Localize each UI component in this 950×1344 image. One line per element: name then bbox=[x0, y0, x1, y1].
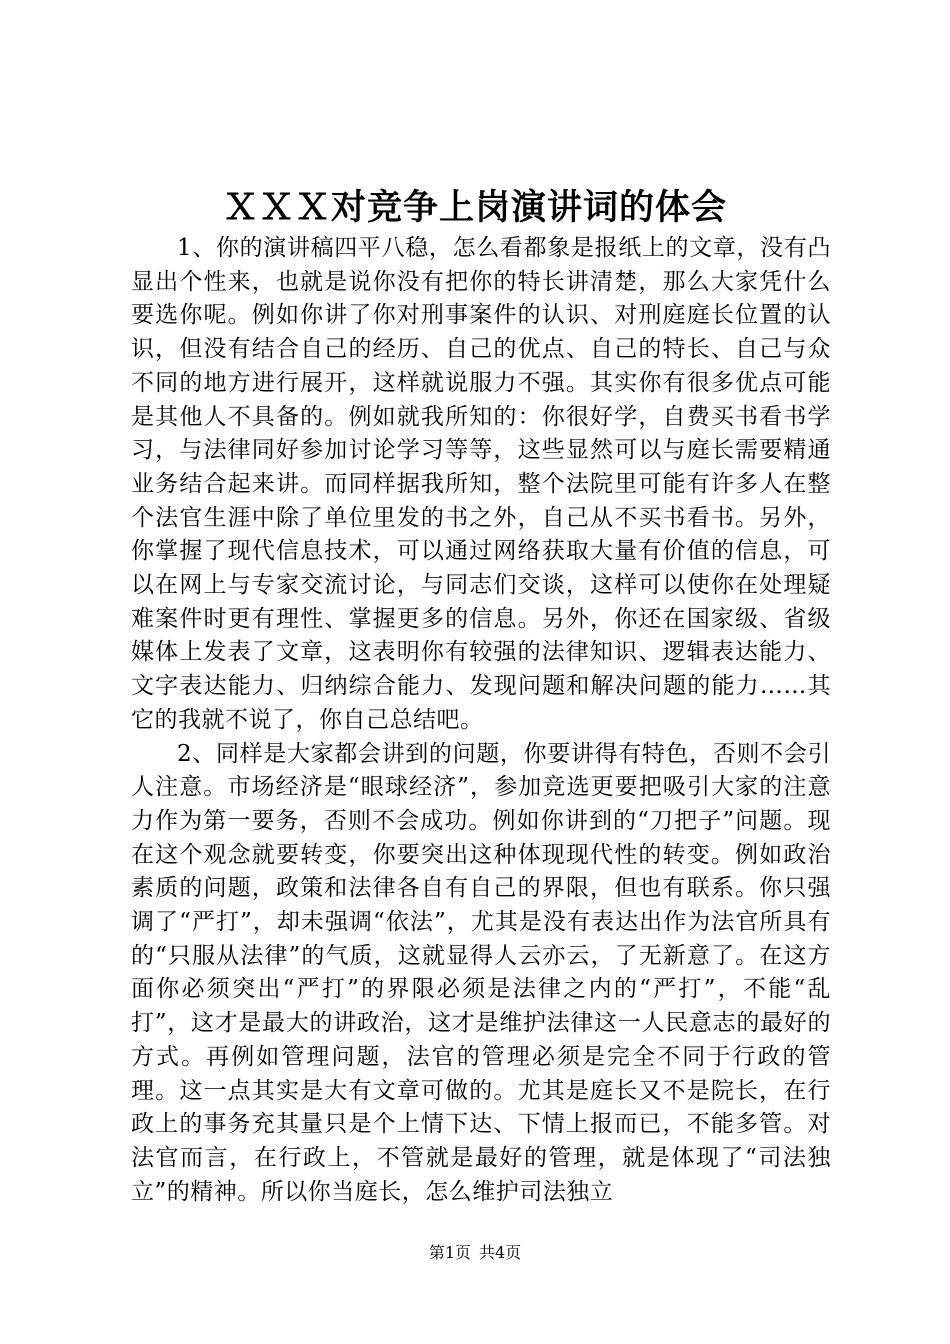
document-title: ＸＸＸ对竞争上岗演讲词的体会 bbox=[222, 187, 727, 228]
page-footer bbox=[0, 1243, 950, 1263]
page-number: 第1页 bbox=[428, 1243, 471, 1262]
paragraph: 2、同样是大家都会讲到的问题，你要讲得有特色，否则不会引人注意。市场经济是“眼球经济”，参加竞选更要把吸引大家的注意力作为第一要务，否则不会成功。例如你讲到的“刀把子”问题。现在这个观念就要转变，你要突出这种体现现代性的转变。例如政治素质的问题，政策和法律各自有自己的界限，但也有联系。你只强调了“严打”，却未强调“依法”，尤其是没有表达出作为法官所具有的“只服从法律”的气质，这就显得人云亦云，了无新意了。在这方面你必须突出“严打”的界限必须是法律之内的“严打”，不能“乱打”，这才是最大的讲政治，这才是维护法律这一人民意志的最好的方式。再例如管理问题，法官的管理必须是完全不同于行政的管理。这一点其实是大有文章可做的。尤其是庭长又不是院长，在行政上的事务充其量只是个上情下达、下情上报而已，不能多管。对法官而言，在行政上，不管就是最好的管理，就是体现了“司法独立”的精神。所以你当庭长，怎么维护司法独立 bbox=[131, 740, 831, 1205]
page-total: 共4页 bbox=[479, 1243, 522, 1262]
paragraph: 1、你的演讲稿四平八稳，怎么看都象是报纸上的文章，没有凸显出个性来，也就是说你没有把你的特长讲清楚，那么大家凭什么要选你呢。例如你讲了你对刑事案件的认识、对刑庭庭长位置的认识，但没有结合自己的经历、自己的优点、自己的特长、自己与众不同的地方进行展开，这样就说服力不强。其实你有很多优点可能是其他人不具备的。例如就我所知的：你很好学，自费买书看书学习，与法律同好参加讨论学习等等，这些显然可以与庭长需要精通业务结合起来讲。而同样据我所知，整个法院里可能有许多人在整个法官生涯中除了单位里发的书之外，自己从不买书看书。另外，你掌握了现代信息技术，可以通过网络获取大量有价值的信息，可以在网上与专家交流讨论，与同志们交谈，这样可以使你在处理疑难案件时更有理性、掌握更多的信息。另外，你还在国家级、省级媒体上发表了文章，这表明你有较强的法律知识、逻辑表达能力、文字表达能力、归纳综合能力、发现问题和解决问题的能力……其它的我就不说了，你自己总结吧。 bbox=[131, 235, 831, 733]
document-body bbox=[131, 232, 831, 1209]
